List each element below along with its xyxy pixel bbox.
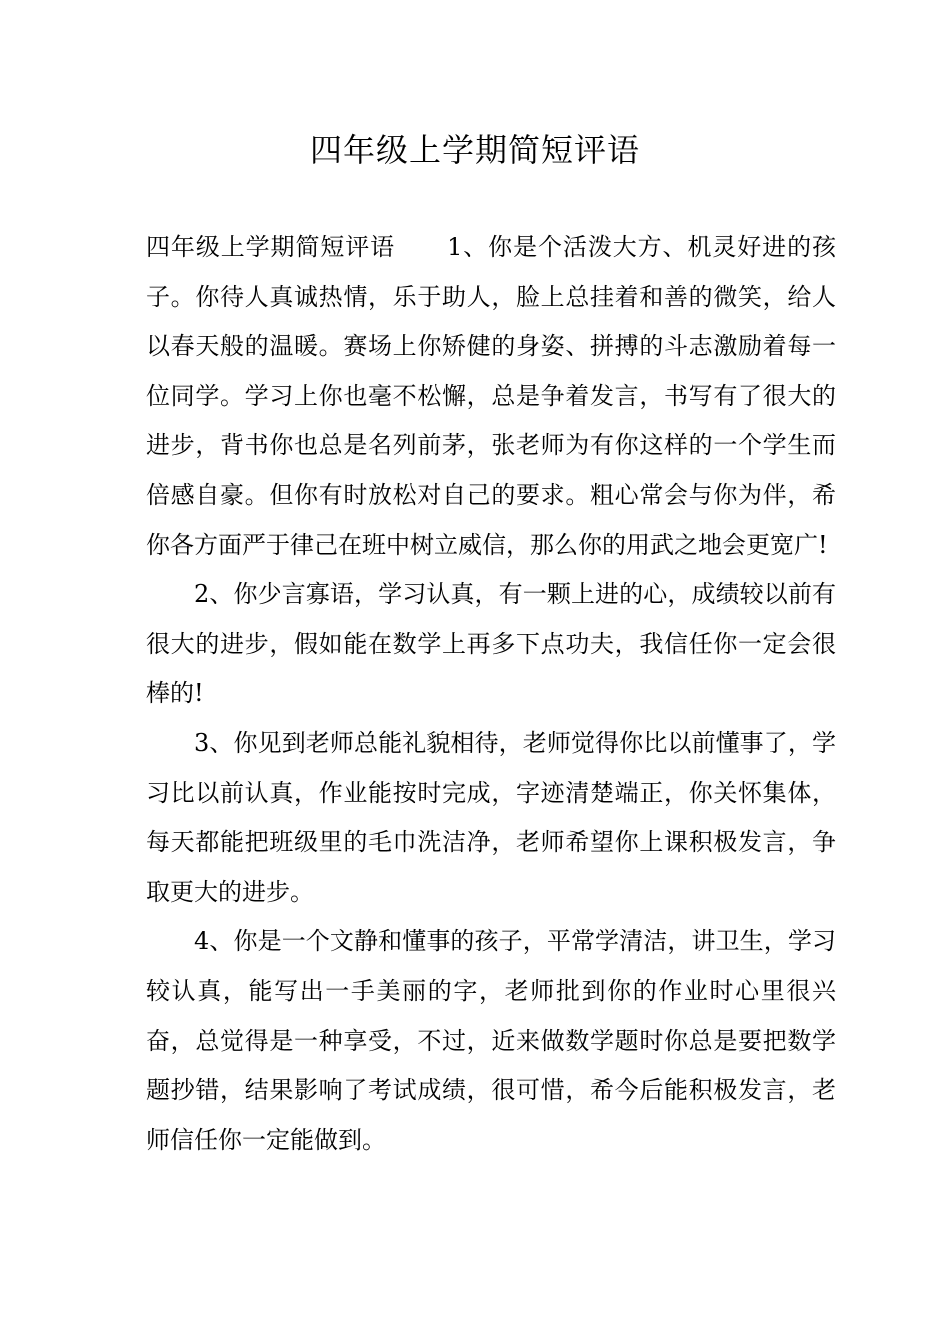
paragraph-2: 2、你少言寡语，学习认真，有一颗上进的心，成绩较以前有很大的进步，假如能在数学上再多下点功夫，我信任你一定会很棒的! [146,580,836,708]
paragraph-3: 3、你见到老师总能礼貌相待，老师觉得你比以前懂事了，学习比以前认真，作业能按时完成，字迹清楚端正，你关怀集体，每天都能把班级里的毛巾洗洁净，老师希望你上课积极发言，争取更大的进步。 [146,728,836,906]
paragraph-4: 4、你是一个文静和懂事的孩子，平常学清洁，讲卫生，学习较认真，能写出一手美丽的字，老师批到你的作业时心里很兴奋，总觉得是一种享受，不过，近来做数学题时你总是要把数学题抄错，结果影响了考试成绩，很可惜，希今后能积极发言，老师信任你一定能做到。 [146,927,836,1154]
lead-title: 四年级上学期简短评语 [146,233,396,261]
paragraph-1 [146,223,836,570]
document-body [146,223,836,1165]
paragraph-1-text: 1、你是个活泼大方、机灵好进的孩子。你待人真诚热情，乐于助人，脸上总挂着和善的微笑，给人以春天般的温暖。赛场上你矫健的身姿、拼搏的斗志激励着每一位同学。学习上你也毫不松懈，总是争着发言，书写有了很大的进步，背书你也总是名列前茅，张老师为有你这样的一个学生而倍感自豪。但你有时放松对自己的要求。粗心常会与你为伴，希你各方面严于律己在班中树立威信，那么你的用武之地会更宽广! [146,233,836,559]
document-title: 四年级上学期简短评语 [309,131,640,169]
